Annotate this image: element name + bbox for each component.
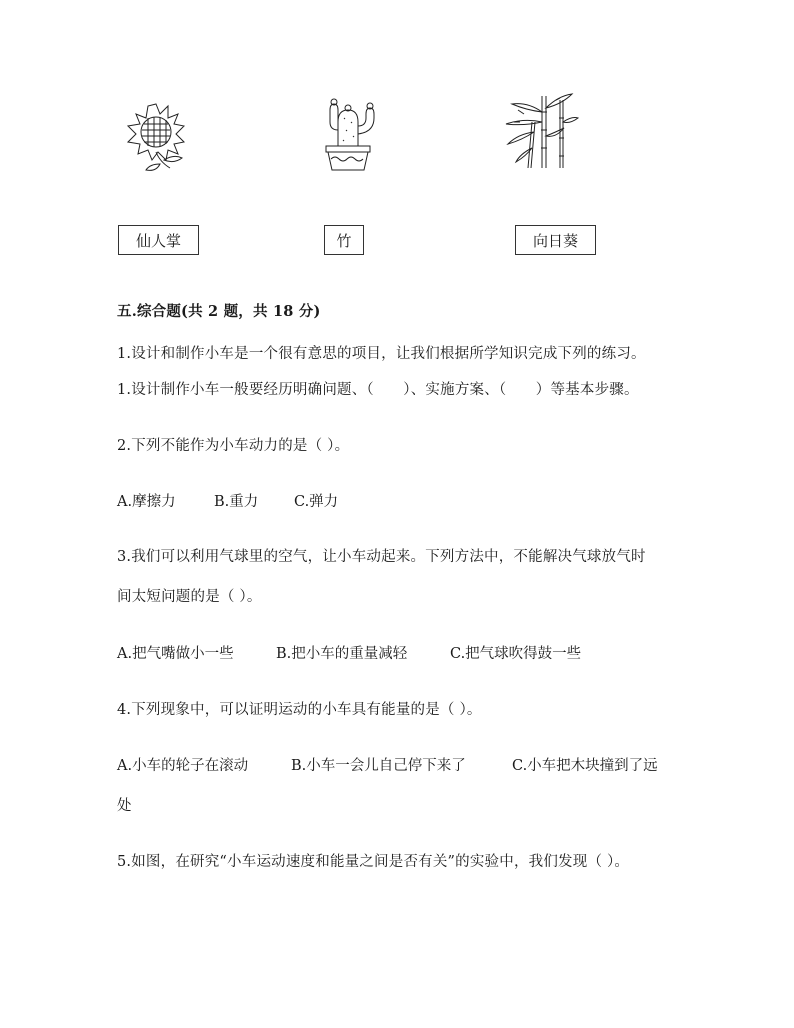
- q1-4-option-c-wrap: 处: [117, 798, 132, 814]
- label-bamboo-box: 竹: [324, 225, 364, 255]
- q1-intro: 1.设计和制作小车是一个很有意思的项目，让我们根据所学知识完成下列的练习。: [117, 346, 646, 362]
- label-cactus-box: 仙人掌: [118, 225, 199, 255]
- q1-4-option-a: A.小车的轮子在滚动: [117, 758, 249, 774]
- q1-2-stem: 2.下列不能作为小车动力的是（ ）。: [117, 438, 350, 454]
- q1-4-option-c: C.小车把木块撞到了远: [512, 758, 658, 774]
- bamboo-icon: [498, 92, 580, 170]
- section-title: 五.综合题(共 2 题，共 18 分): [117, 303, 321, 320]
- q1-2-option-c: C.弹力: [294, 494, 339, 510]
- cactus-icon: [318, 96, 378, 174]
- q1-3-option-c: C.把气球吹得鼓一些: [450, 646, 582, 662]
- q1-3-stem-line2: 间太短问题的是（ ）。: [117, 589, 262, 605]
- q1-3-option-a: A.把气嘴做小一些: [117, 646, 234, 662]
- q1-2-option-b: B.重力: [214, 494, 259, 510]
- q1-4-option-b: B.小车一会儿自己停下来了: [291, 758, 466, 774]
- q1-1-text: 1.设计制作小车一般要经历明确问题、（ ）、实施方案、（ ）等基本步骤。: [117, 382, 639, 398]
- q1-3-stem-line1: 3.我们可以利用气球里的空气，让小车动起来。下列方法中，不能解决气球放气时: [117, 549, 646, 565]
- q1-3-option-b: B.把小车的重量减轻: [276, 646, 408, 662]
- q1-4-stem: 4.下列现象中，可以证明运动的小车具有能量的是（ ）。: [117, 702, 482, 718]
- q1-2-option-a: A.摩擦力: [117, 494, 176, 510]
- label-sunflower-box: 向日葵: [515, 225, 596, 255]
- sunflower-icon: [116, 94, 196, 174]
- q1-5-stem: 5.如图，在研究“小车运动速度和能量之间是否有关”的实验中，我们发现（ ）。: [117, 854, 630, 870]
